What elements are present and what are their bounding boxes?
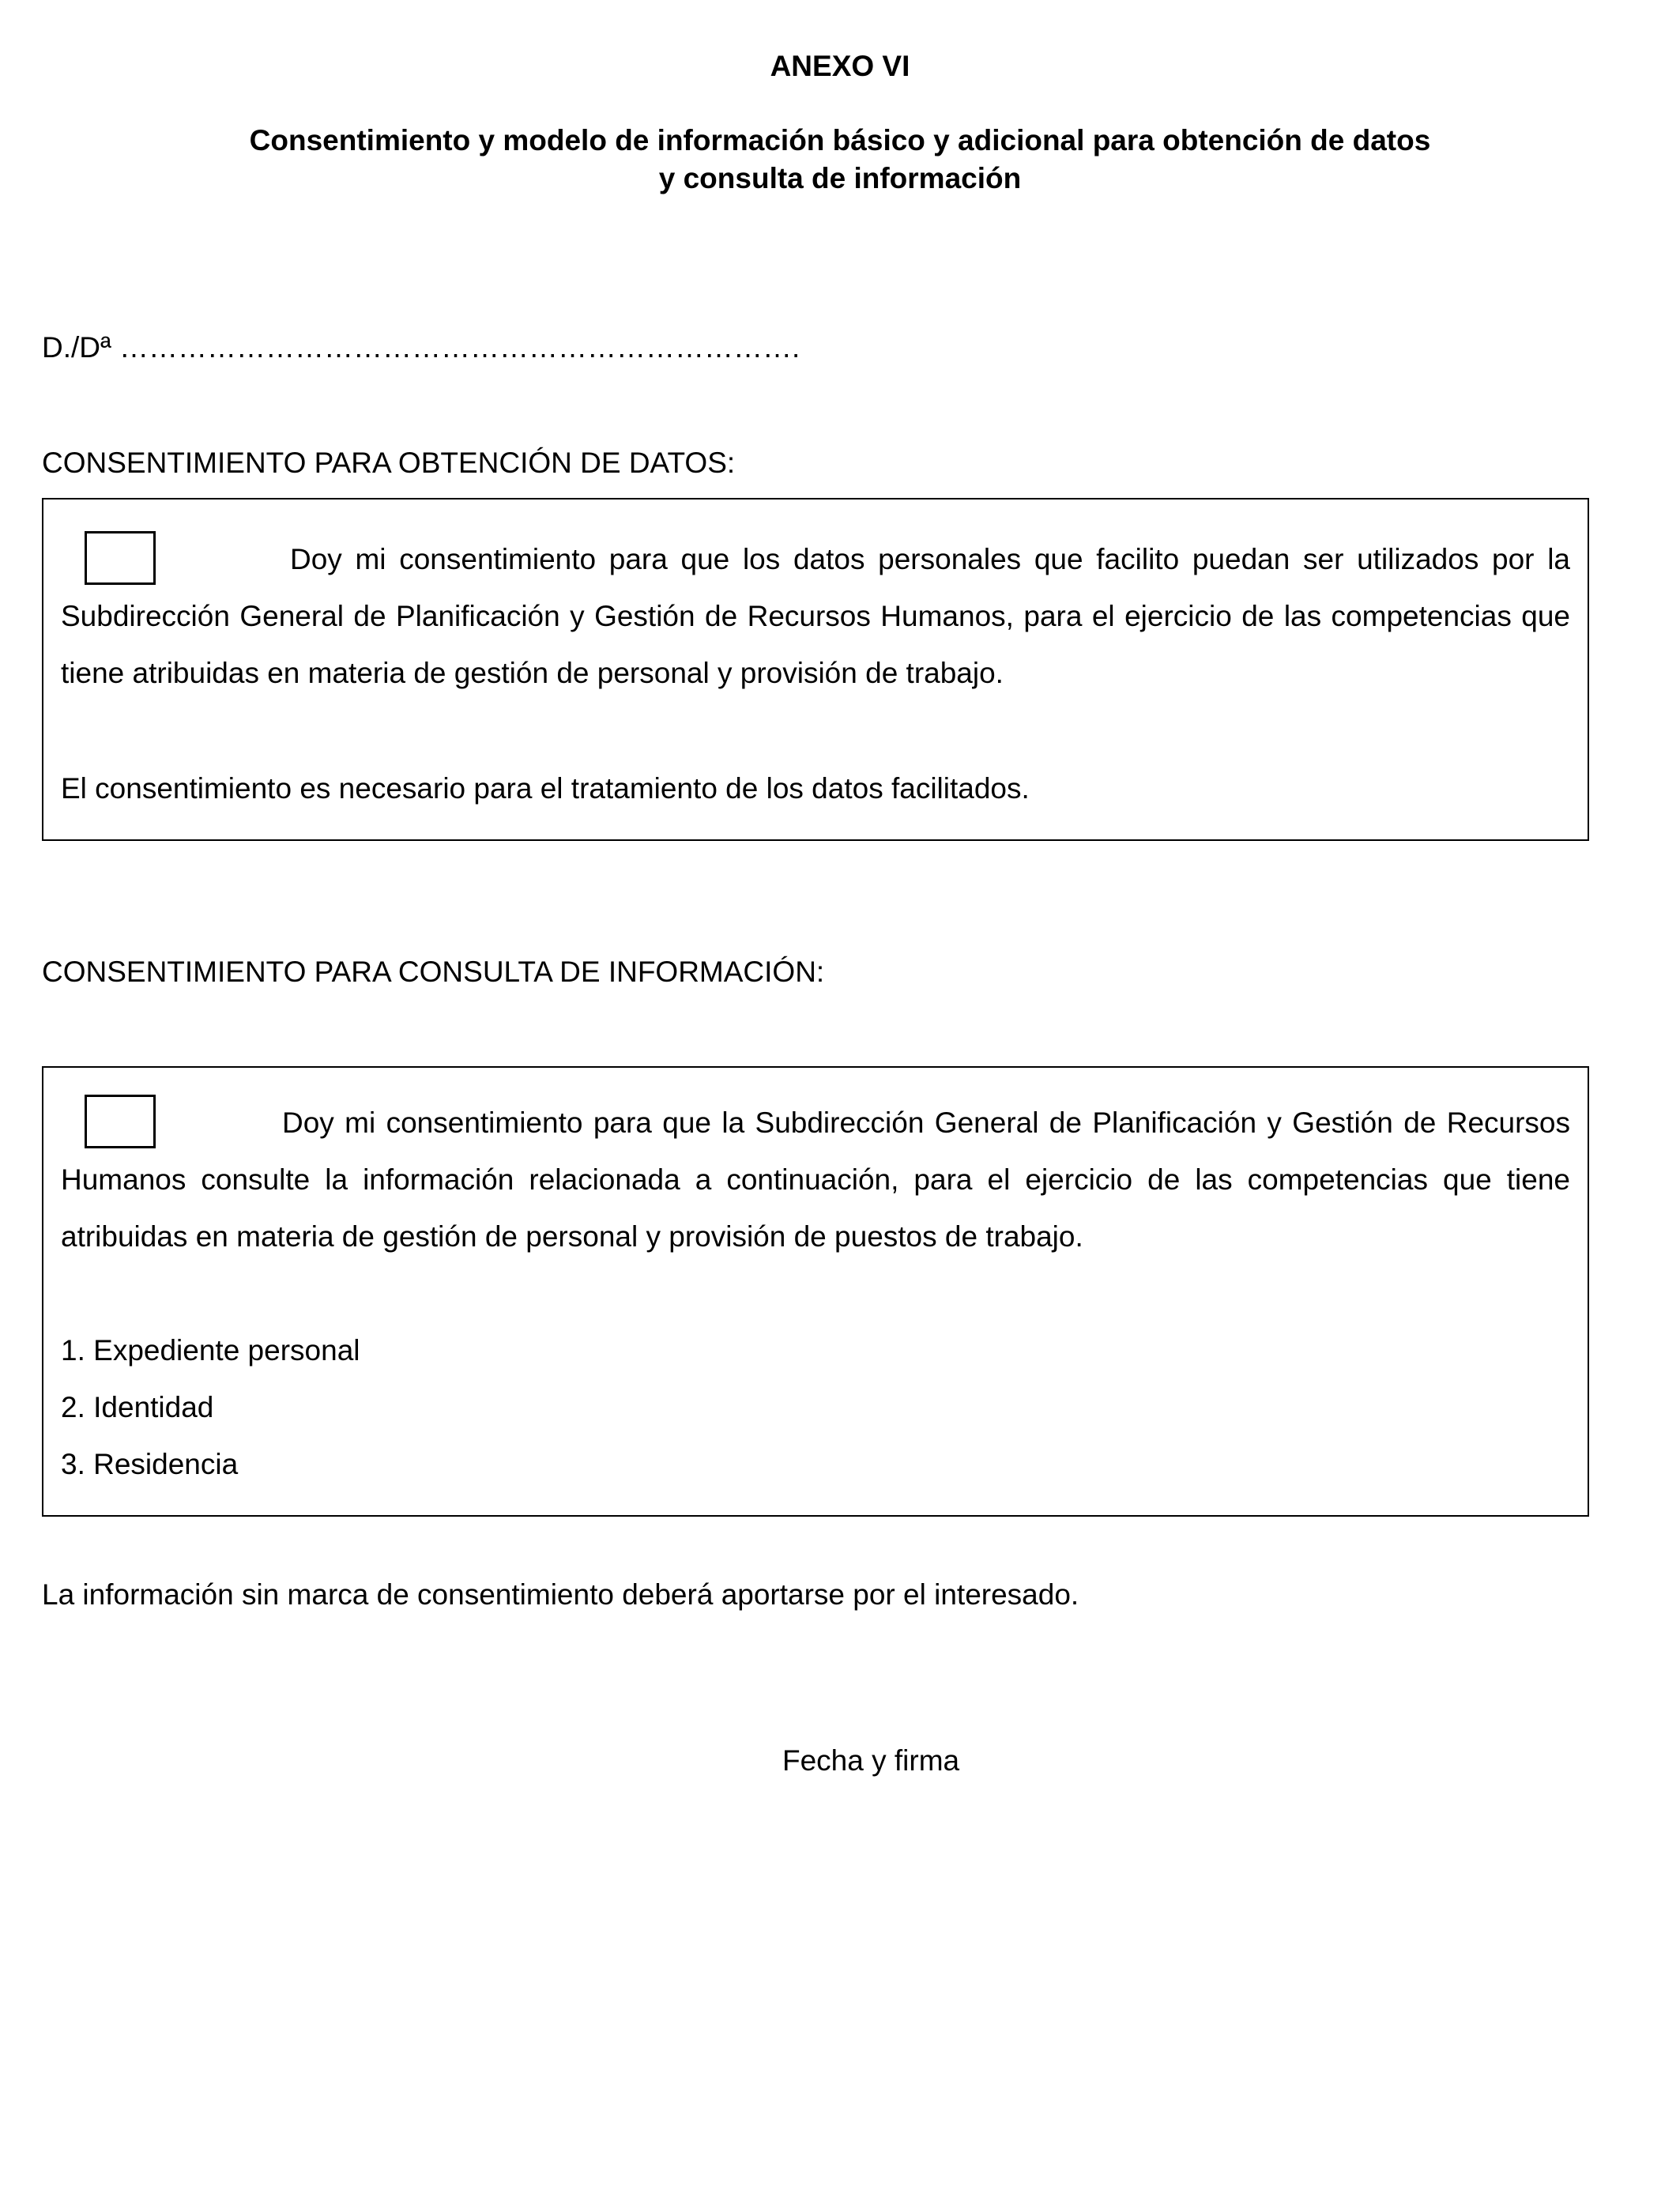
- consent-box-info-query: [42, 1066, 1589, 1517]
- annex-title: ANEXO VI: [770, 50, 910, 82]
- consent-text-info-query-body: Doy mi consentimiento para que la Subdirección General de Planificación y Gestión de Recursos Humanos consulte la información relacionada a continuación, para el ejercicio de las competencias que tiene atribuidas en materia de gestión de personal y provisión de puestos de trabajo.: [61, 1106, 1570, 1253]
- consent-note: El consentimiento es necesario para el tratamiento de los datos facilitados.: [61, 772, 1030, 805]
- list-item: 3. Residencia: [61, 1448, 239, 1480]
- section-heading-info-query: CONSENTIMIENTO PARA CONSULTA DE INFORMACIÓN:: [42, 956, 825, 988]
- consent-text-data-collection: [61, 531, 1570, 702]
- subtitle-line-2: y consulta de información: [658, 162, 1022, 194]
- document-subtitle: [158, 122, 1522, 198]
- signature-label: Fecha y firma: [782, 1744, 960, 1777]
- footer-note: La información sin marca de consentimiento deberá aportarse por el interesado.: [42, 1578, 1079, 1611]
- consent-box-data-collection: [42, 498, 1589, 841]
- section-heading-data-collection: CONSENTIMIENTO PARA OBTENCIÓN DE DATOS:: [42, 447, 736, 479]
- consent-text-info-query: [61, 1095, 1570, 1265]
- list-item: 2. Identidad: [61, 1391, 214, 1423]
- list-item: 1. Expediente personal: [61, 1334, 360, 1367]
- subtitle-line-1: Consentimiento y modelo de información básico y adicional para obtención de datos: [249, 124, 1431, 156]
- holder-name-line[interactable]: D./Dª …………………………………………………………….: [42, 331, 800, 364]
- info-items-list: [61, 1322, 360, 1493]
- consent-text-data-collection-body: Doy mi consentimiento para que los datos personales que facilito puedan ser utilizados por la Subdirección General de Planificación y Gestión de Recursos Humanos, para el ejercicio de las competencias que tiene atribuidas en materia de gestión de personal y provisión de trabajo.: [61, 543, 1570, 689]
